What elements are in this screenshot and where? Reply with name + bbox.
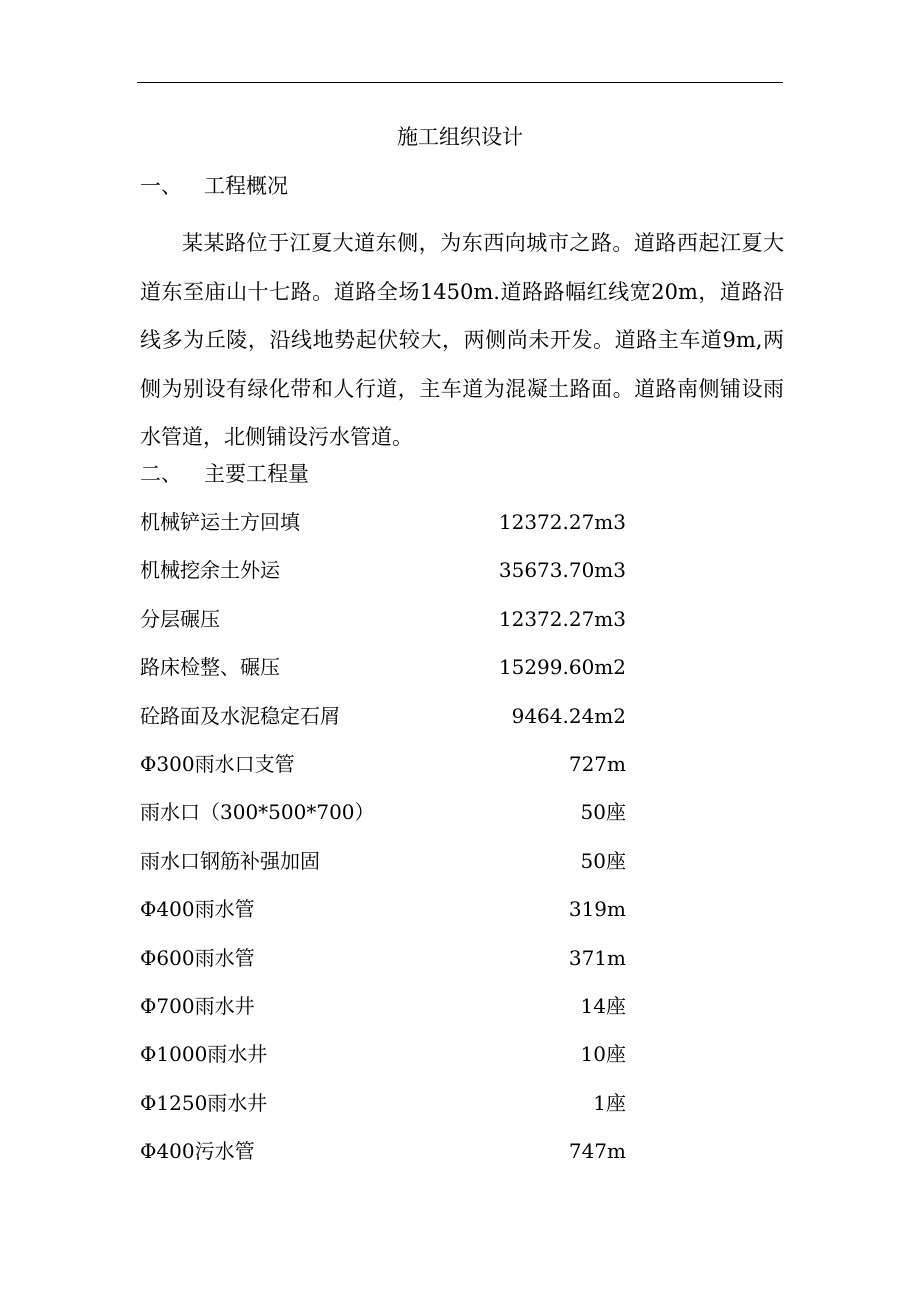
quantity-row	[140, 604, 700, 652]
quantity-row	[140, 894, 700, 942]
quantity-item: 雨水口钢筋补强加固	[140, 848, 320, 873]
quantity-row	[140, 749, 700, 797]
quantity-row	[140, 846, 700, 894]
quantity-item: Φ1000雨水井	[140, 1042, 268, 1067]
quantity-item: Φ1250雨水井	[140, 1090, 268, 1115]
quantity-item: Φ300雨水口支管	[140, 751, 295, 776]
quantity-amount: 747m	[568, 1139, 626, 1164]
section-title: 主要工程量	[204, 462, 309, 486]
document-title: 施工组织设计	[397, 125, 523, 149]
quantity-amount: 50座	[580, 800, 626, 825]
quantity-item: 机械铲运土方回填	[140, 510, 300, 534]
quantity-amount: 15299.60m2	[498, 655, 626, 680]
quantity-row	[140, 1136, 700, 1184]
quantity-amount: 727m	[568, 751, 626, 776]
quantity-amount: 10座	[580, 1042, 626, 1067]
section-number: 二、	[140, 462, 182, 486]
quantity-row	[140, 652, 700, 700]
quantity-amount: 1座	[593, 1090, 626, 1115]
quantity-row	[140, 507, 700, 555]
section-heading-overview	[140, 171, 288, 201]
quantity-amount: 319m	[568, 897, 626, 922]
quantity-row	[140, 701, 700, 749]
quantity-amount: 12372.27m3	[498, 606, 626, 631]
section-number: 一、	[140, 174, 182, 198]
quantity-amount: 35673.70m3	[498, 558, 626, 583]
quantity-list	[140, 507, 700, 1184]
quantity-item: Φ700雨水井	[140, 993, 255, 1018]
header-rule	[137, 82, 783, 83]
section-title: 工程概况	[204, 174, 288, 198]
quantity-amount: 371m	[568, 945, 626, 970]
quantity-row	[140, 1088, 700, 1136]
quantity-amount: 9464.24m2	[511, 703, 626, 728]
quantity-item: 雨水口（300*500*700）	[140, 800, 375, 825]
quantity-item: 分层碾压	[140, 606, 220, 631]
quantity-item: Φ600雨水管	[140, 945, 255, 970]
quantity-item: Φ400雨水管	[140, 897, 255, 922]
quantity-row	[140, 943, 700, 991]
overview-paragraph: 某某路位于江夏大道东侧，为东西向城市之路。道路西起江夏大道东至庙山十七路。道路全场1450m.道路路幅红线宽20m，道路沿线多为丘陵，沿线地势起伏较大，两侧尚未开发。道路主车道9m,两侧为别设有绿化带和人行道，主车道为混凝土路面。道路南侧铺设雨水管道，北侧铺设污水管道。	[140, 231, 784, 449]
quantity-item: 路床检整、碾压	[140, 655, 280, 680]
quantity-row	[140, 1039, 700, 1087]
section-heading-quantities	[140, 459, 309, 489]
quantity-item: 砼路面及水泥稳定石屑	[140, 703, 340, 728]
quantity-item: Φ400污水管	[140, 1139, 255, 1164]
quantity-amount: 12372.27m3	[498, 510, 626, 534]
quantity-amount: 14座	[580, 993, 626, 1018]
quantity-item: 机械挖余土外运	[140, 558, 280, 583]
quantity-amount: 50座	[580, 848, 626, 873]
quantity-row	[140, 555, 700, 603]
quantity-row	[140, 797, 700, 845]
quantity-row	[140, 991, 700, 1039]
